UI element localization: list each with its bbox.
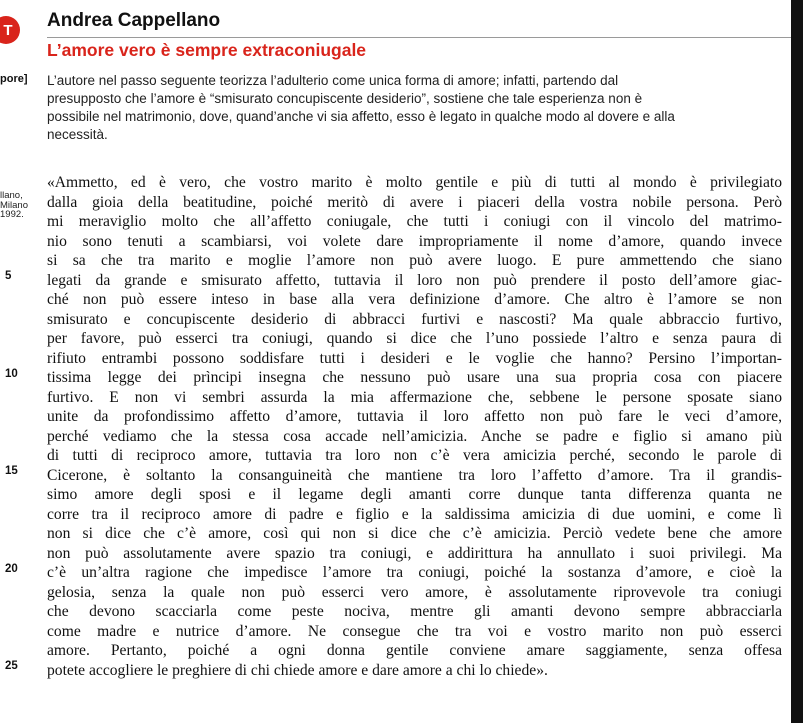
- passage-line: amore. Pertanto, poiché a ogni donna gentile conviene amare saggiamente, senza offesa: [47, 642, 782, 659]
- passage-line: di tutti di reciproco amore, tuttavia tra loro non c’è vera amicizia perché, secondo le parole di: [47, 447, 782, 464]
- line-number: 5: [5, 270, 12, 282]
- passage-line: corre tra il reciproco amore di padre e figlio e la saldissima amicizia di due uomini, e come lì: [47, 505, 782, 523]
- passage-line: Cicerone, è soltanto la consanguineità che mantiene tra loro l’affetto d’amore. Tra il grandis-: [47, 466, 782, 484]
- header-divider: [47, 37, 791, 38]
- intro-line: L’autore nel passo seguente teorizza l’adulterio come unica forma di amore; infatti, partendo dal: [47, 73, 619, 88]
- line-number: 15: [5, 465, 18, 477]
- intro-line: possibile nel matrimonio, dove, quand’anche vi sia affetto, esso è legato in qualche modo al dovere e alla: [47, 109, 675, 124]
- intro-paragraph: [47, 72, 697, 144]
- passage-line: tissima legge dei prìncipi insegna che nessuno può usare una sua propria cosa con piacere: [47, 369, 782, 386]
- passage-title: L’amore vero è sempre extraconiugale: [47, 40, 367, 60]
- line-number: 20: [5, 563, 18, 575]
- passage-line: non può assolutamente avere spazio tra coniugi, e addirittura ha annullato i suoi privilegi. Ma: [47, 544, 782, 562]
- line-number: 10: [5, 368, 18, 380]
- passage-line: furtivo. E non vi sembri assurda la mia affermazione che, sebbene le persone sposate siano: [47, 388, 782, 406]
- margin-note-line: 1992.: [0, 209, 24, 220]
- passage-line: come madre e nutrice d’amore. Ne consegue che tra voi e vostro marito non può esserci: [47, 622, 782, 640]
- passage-line: potete accogliere le preghiere di chi chiede amore e dare amore a chi lo chiede».: [47, 661, 548, 679]
- intro-line: necessità.: [47, 127, 108, 142]
- passage-line: ché non può essere inteso in base alla vera definizione d’amore. Che altro è l’amore se non: [47, 291, 782, 308]
- passage-line: nio sono tenuti a scambiarsi, voi volete dare impropriamente il nome d’amore, quando invece: [47, 232, 782, 250]
- passage-text: [47, 173, 782, 680]
- passage-line: per favore, può esserci tra coniugi, quando si dice che l’uno possiede l’altro e senza paura di: [47, 330, 782, 347]
- passage-line: simo amore degli sposi e il legame degli amanti corre dunque tanta differenza quanta ne: [47, 486, 782, 503]
- passage-line: perché vediamo che la stessa cosa accade nell’amicizia. Anche se padre e figlio si amano più: [47, 427, 782, 445]
- line-number: 25: [5, 660, 18, 672]
- passage-line: mi meraviglio molto che all’affetto coniugale, che tutti i coniugi con il vincolo del matrimo-: [47, 213, 782, 230]
- passage-line: si sa che tra marito e moglie l’amore non può avere luogo. E pure ammettendo che siano: [47, 252, 782, 269]
- author-name: Andrea Cappellano: [47, 10, 221, 31]
- intro-margin-tag: pore]: [0, 73, 28, 85]
- passage-line: c’è un’altra ragione che impedisce l’amore tra coniugi, poiché la sostanza d’amore, e cioè la: [47, 564, 782, 581]
- scan-edge: [791, 0, 803, 723]
- passage-line: unite da profondissimo affetto d’amore, tuttavia il loro affetto non può fare le veci d’amore,: [47, 408, 782, 425]
- margin-note-line: llano,: [0, 190, 23, 201]
- passage-line: legati da grande e smisurato affetto, tuttavia il loro non può prendere il posto dell’amore giac-: [47, 271, 782, 289]
- margin-note-line: Milano: [0, 199, 28, 211]
- intro-line: presupposto che l’amore è “smisurato concupiscente desiderio”, sostiene che tale esperienza non è: [47, 91, 643, 106]
- passage-line: gelosia, senza la quale non può esserci vero amore, è assolutamente riprovevole tra coniugi: [47, 583, 782, 601]
- text-badge: T: [0, 16, 20, 44]
- passage-line: «Ammetto, ed è vero, che vostro marito è molto gentile e più di tutti al mondo è privilegiato: [47, 174, 782, 191]
- passage-line: rifiuto entrambi possono soddisfare tutti i desideri e le voglie che hanno? Persino l’importan-: [47, 349, 782, 367]
- passage-line: che devono scacciarla come peste nociva, mentre gli amanti devono sempre abbracciarla: [47, 603, 782, 620]
- passage-line: non si dice che c’è amore, così qui non si dice che c’è amicizia. Perciò vedete bene che amore: [47, 525, 782, 542]
- source-margin-note: [0, 191, 28, 220]
- passage-line: dalla gioia della beatitudine, poiché meritò di avere i piaceri della vostra nobile persona. Però: [47, 193, 782, 211]
- passage-line: smisurato e concupiscente desiderio di abbracci furtivi e nascosti? Ma quale abbraccio furtivo,: [47, 310, 782, 328]
